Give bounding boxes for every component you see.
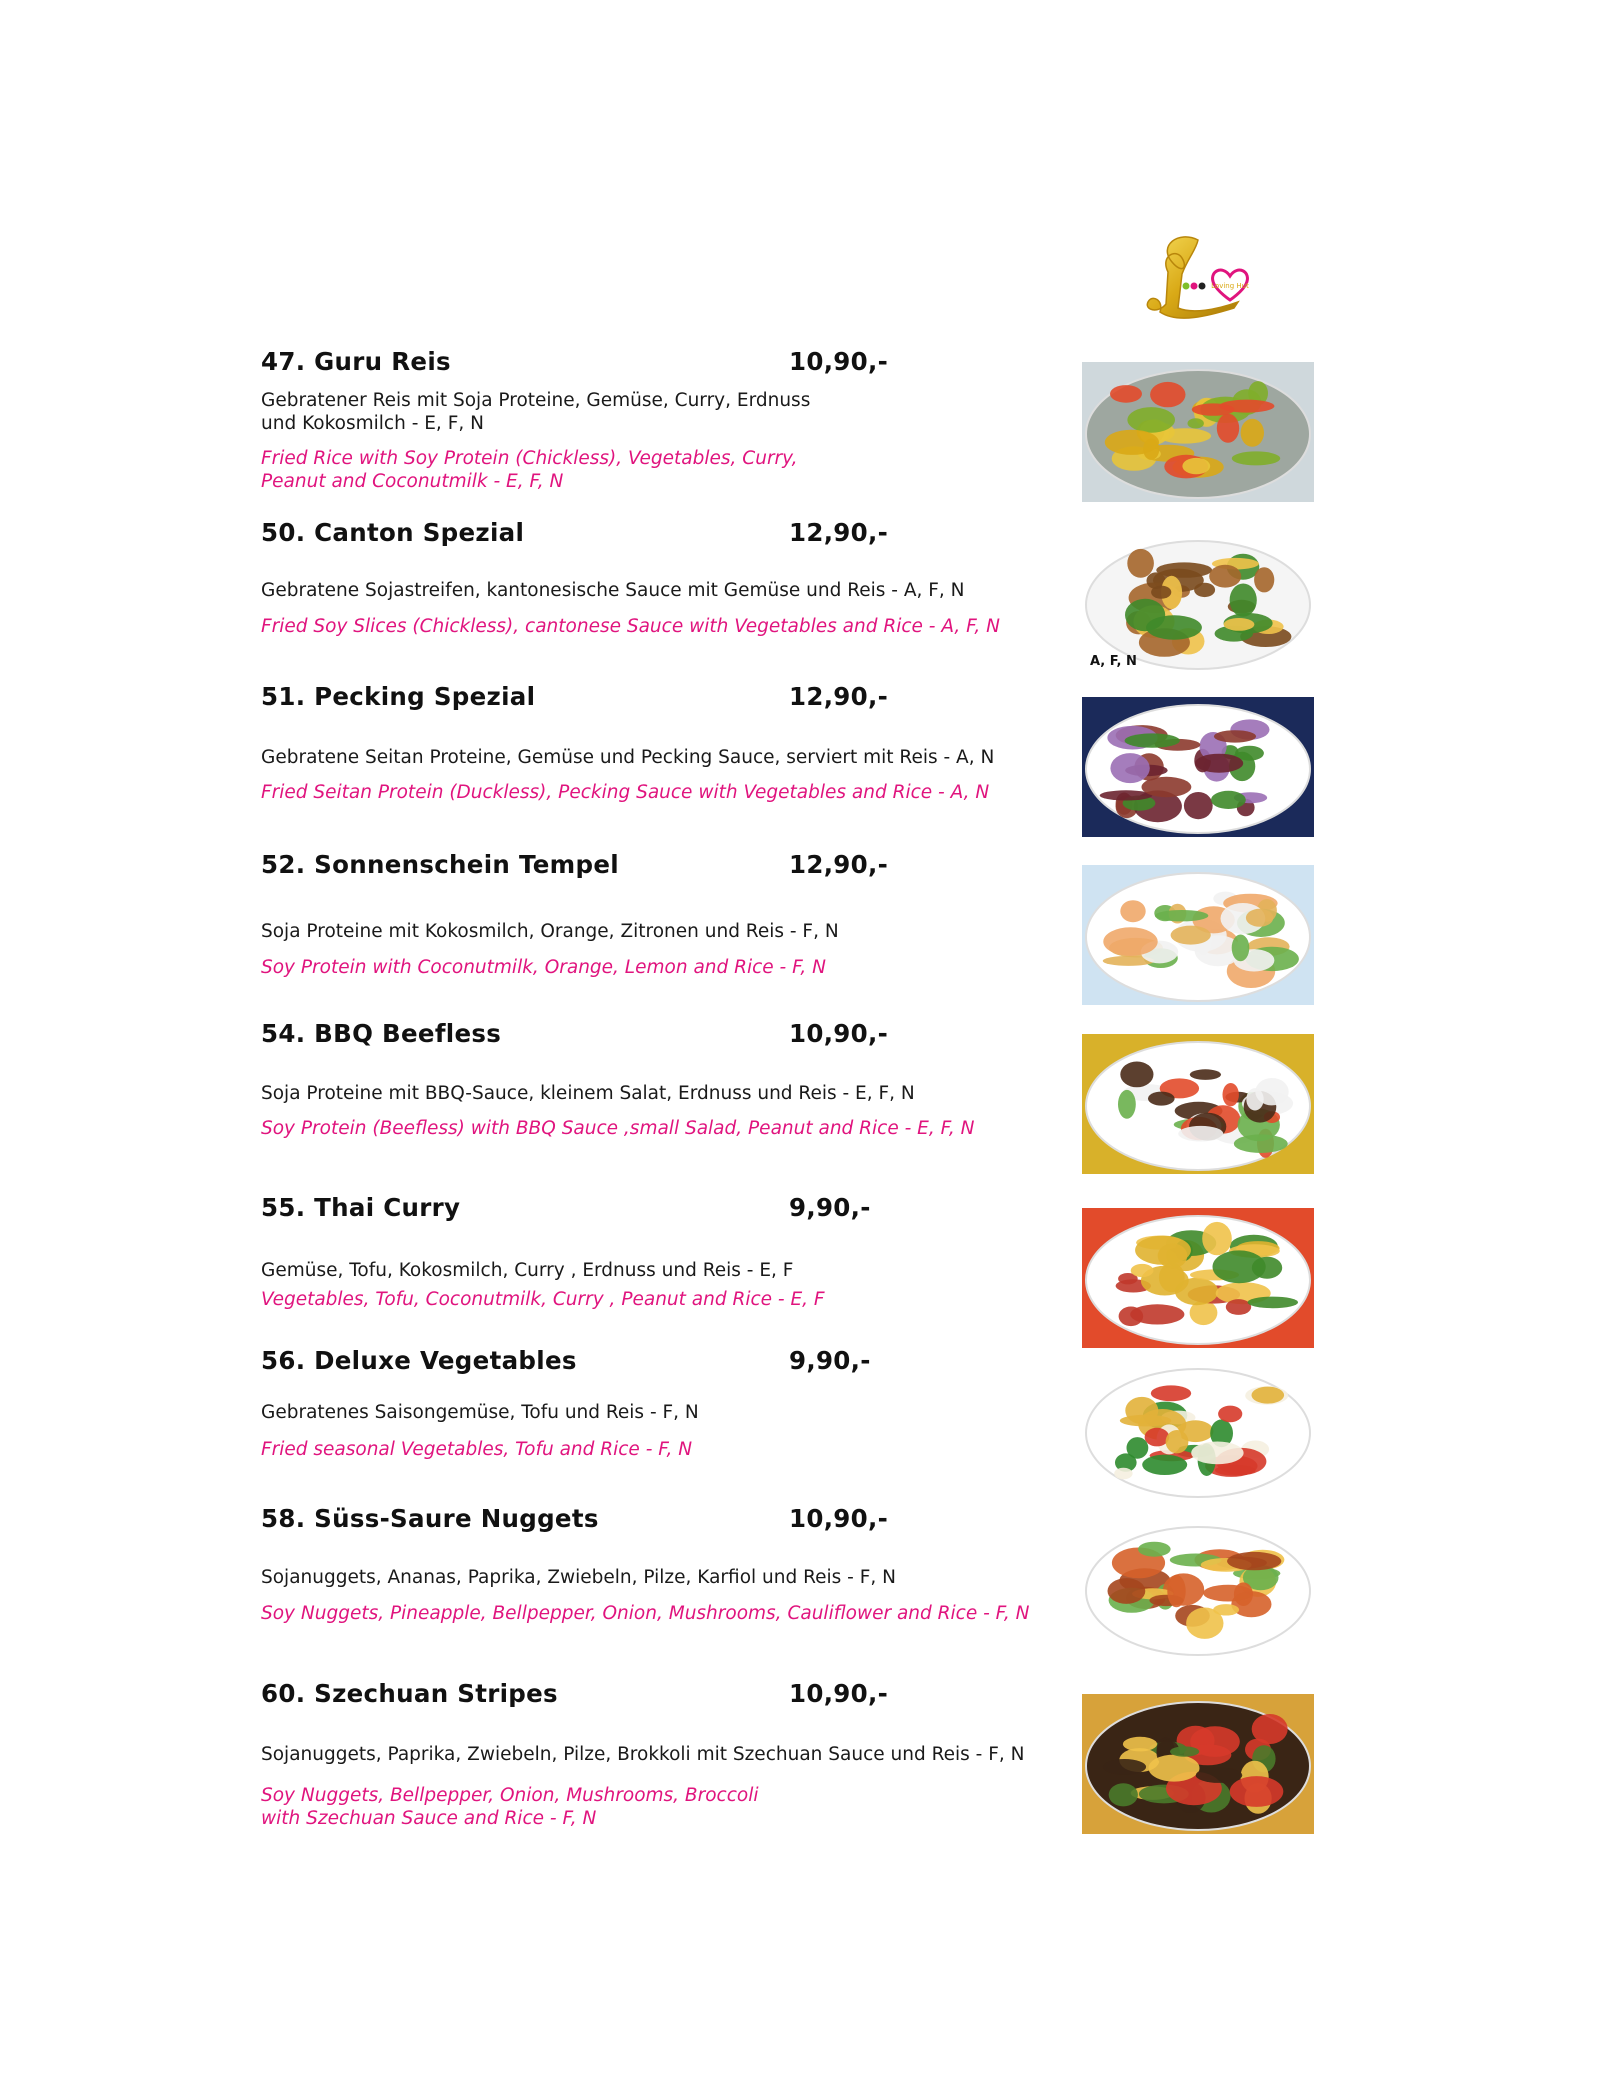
item-description-german: Gebratener Reis mit Soja Proteine, Gemüse, Curry, Erdnuss	[261, 390, 811, 411]
item-description-english: Soy Protein with Coconutmilk, Orange, Lemon and Rice - F, N	[261, 957, 826, 978]
item-price: 9,90,-	[789, 1346, 871, 1375]
soy-slices-dish-photo	[1082, 533, 1314, 673]
item-price: 9,90,-	[789, 1193, 871, 1222]
item-title: 60. Szechuan Stripes	[261, 1679, 558, 1708]
item-description-english: Fried Seitan Protein (Duckless), Pecking Sauce with Vegetables and Rice - A, N	[261, 782, 990, 803]
item-description-english: Soy Nuggets, Bellpepper, Onion, Mushrooms, Broccoli	[261, 1785, 759, 1806]
item-title: 50. Canton Spezial	[261, 518, 525, 547]
item-price: 10,90,-	[789, 1019, 889, 1048]
item-price: 10,90,-	[789, 347, 889, 376]
item-description-german: Sojanuggets, Paprika, Zwiebeln, Pilze, Brokkoli mit Szechuan Sauce und Reis - F, N	[261, 1744, 1025, 1765]
item-title: 55. Thai Curry	[261, 1193, 461, 1222]
item-description-german: Gebratene Seitan Proteine, Gemüse und Pecking Sauce, serviert mit Reis - A, N	[261, 747, 995, 768]
item-title: 56. Deluxe Vegetables	[261, 1346, 577, 1375]
item-description-english: Fried seasonal Vegetables, Tofu and Rice - F, N	[261, 1439, 693, 1460]
szechuan-stripes-photo	[1082, 1694, 1314, 1834]
item-description-english: Soy Protein (Beefless) with BBQ Sauce ,small Salad, Peanut and Rice - E, F, N	[261, 1118, 975, 1139]
golden-letter-l-icon	[1138, 228, 1268, 328]
item-description-english: Fried Rice with Soy Protein (Chickless), Vegetables, Curry,	[261, 448, 798, 469]
item-description-german: Gebratene Sojastreifen, kantonesische Sauce mit Gemüse und Reis - A, F, N	[261, 580, 965, 601]
item-description-german: Sojanuggets, Ananas, Paprika, Zwiebeln, Pilze, Karfiol und Reis - F, N	[261, 1567, 896, 1588]
item-description-english: Vegetables, Tofu, Coconutmilk, Curry , Peanut and Rice - E, F	[261, 1289, 825, 1310]
item-description-german: Gebratenes Saisongemüse, Tofu und Reis - F, N	[261, 1402, 699, 1423]
item-description-german: und Kokosmilch - E, F, N	[261, 413, 484, 434]
item-description-english: with Szechuan Sauce and Rice - F, N	[261, 1808, 597, 1829]
vegetables-tofu-photo	[1082, 1361, 1314, 1501]
item-price: 12,90,-	[789, 682, 889, 711]
item-description-english: Fried Soy Slices (Chickless), cantonese Sauce with Vegetables and Rice - A, F, N	[261, 616, 1000, 637]
allergen-label: A, F, N	[1090, 654, 1137, 669]
logo-text: Loving Hut	[1211, 282, 1249, 290]
seitan-duck-dish-photo	[1082, 697, 1314, 837]
item-description-german: Soja Proteine mit Kokosmilch, Orange, Zitronen und Reis - F, N	[261, 921, 839, 942]
item-description-german: Soja Proteine mit BBQ-Sauce, kleinem Salat, Erdnuss und Reis - E, F, N	[261, 1083, 915, 1104]
item-title: 58. Süss-Saure Nuggets	[261, 1504, 599, 1533]
fried-rice-dish-photo	[1082, 362, 1314, 502]
restaurant-logo	[1138, 228, 1268, 328]
coconut-sauce-dish-photo	[1082, 865, 1314, 1005]
item-price: 10,90,-	[789, 1679, 889, 1708]
item-title: 54. BBQ Beefless	[261, 1019, 502, 1048]
item-title: 52. Sonnenschein Tempel	[261, 850, 619, 879]
item-price: 10,90,-	[789, 1504, 889, 1533]
thai-curry-bowl-photo	[1082, 1208, 1314, 1348]
item-price: 12,90,-	[789, 850, 889, 879]
sweet-sour-nuggets-photo	[1082, 1519, 1314, 1659]
bbq-plate-photo	[1082, 1034, 1314, 1174]
item-title: 47. Guru Reis	[261, 347, 451, 376]
item-description-english: Peanut and Coconutmilk - E, F, N	[261, 471, 564, 492]
item-description-german: Gemüse, Tofu, Kokosmilch, Curry , Erdnuss und Reis - E, F	[261, 1260, 794, 1281]
item-price: 12,90,-	[789, 518, 889, 547]
item-description-english: Soy Nuggets, Pineapple, Bellpepper, Onion, Mushrooms, Cauliflower and Rice - F, N	[261, 1603, 1030, 1624]
item-title: 51. Pecking Spezial	[261, 682, 536, 711]
